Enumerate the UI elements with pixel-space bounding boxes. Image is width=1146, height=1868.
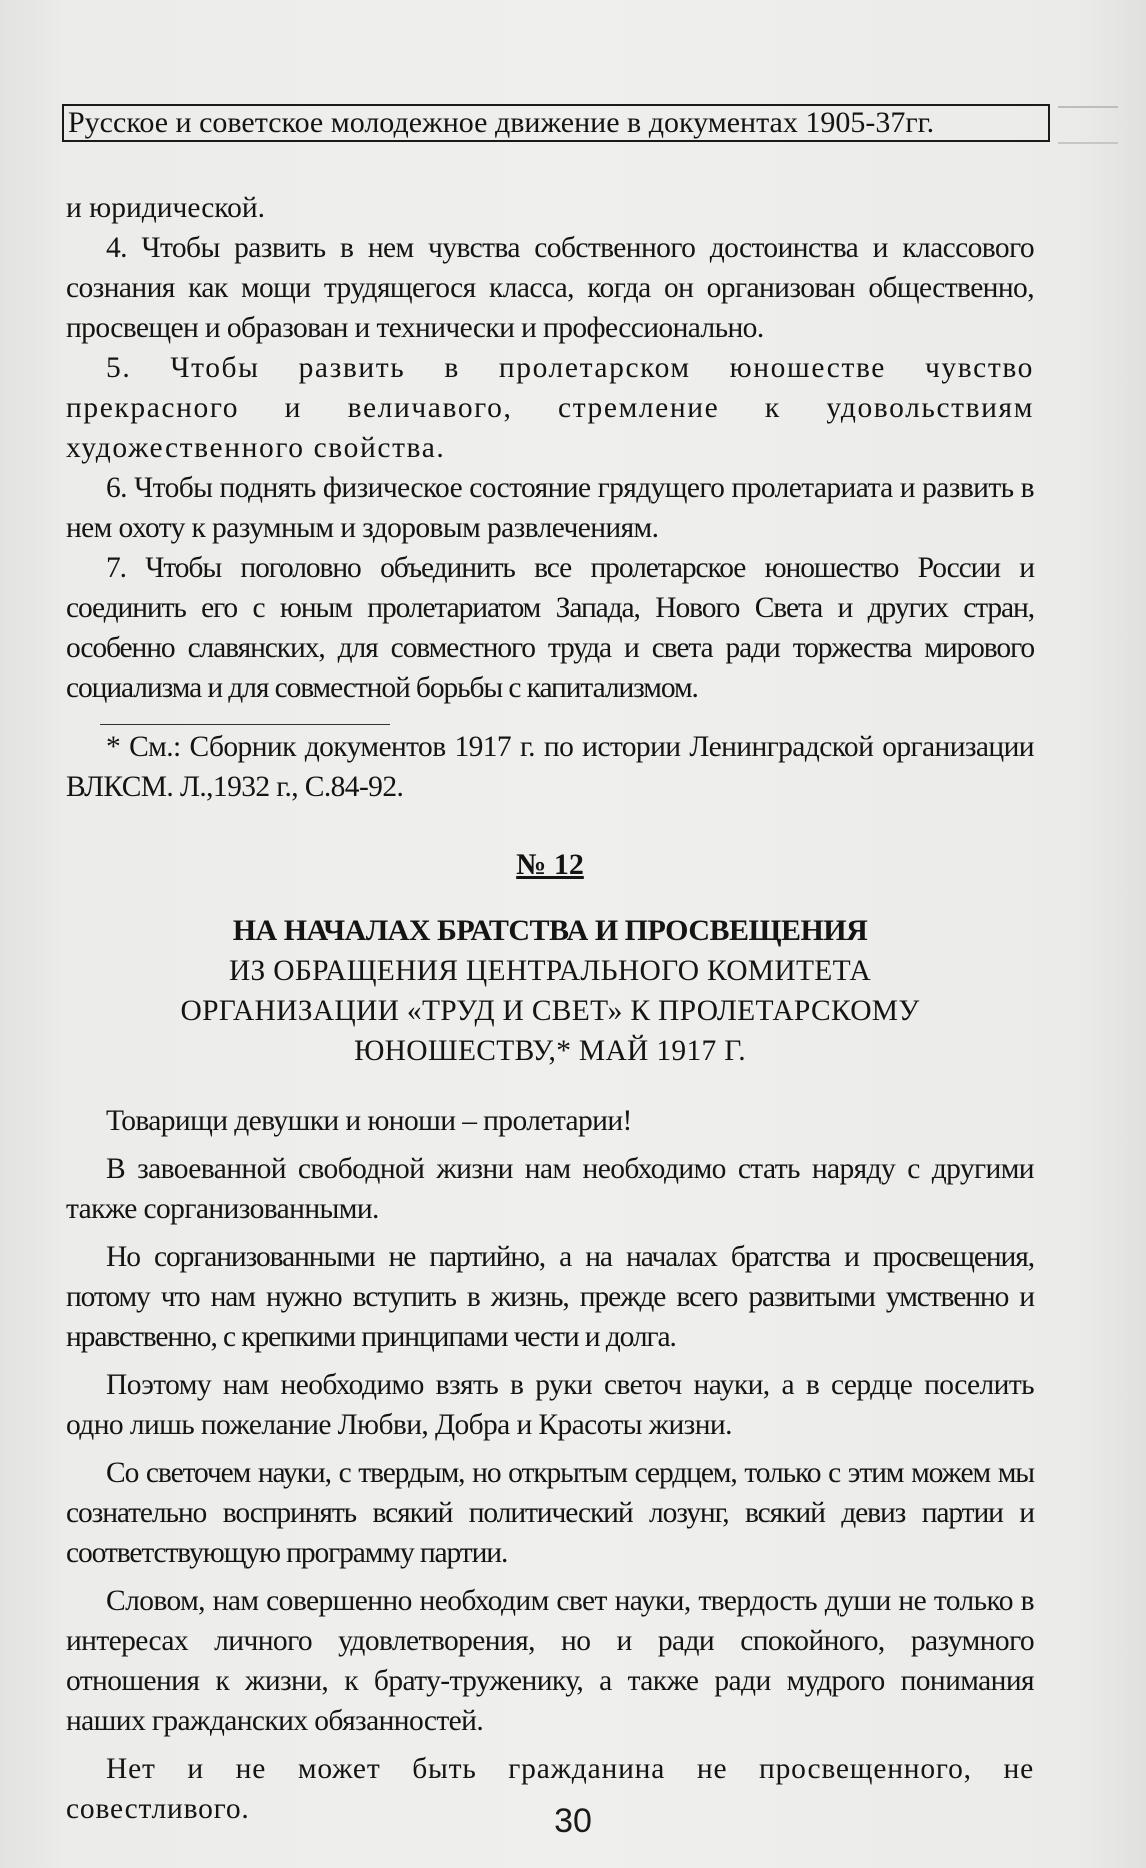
running-header (62, 104, 1050, 142)
document-subtitle-line: ОРГАНИЗАЦИИ «ТРУД И СВЕТ» К ПРОЛЕТАРСКОМУ (180, 995, 920, 1027)
appeal-paragraph: Но сорганизованными не партийно, а на началах братства и просвещения, потому что нам нужно вступить в жизнь, прежде всего развитыми умственно и нравственно, с крепкими принципами чести и долга. (66, 1241, 1034, 1353)
continuation-paragraph: 4. Чтобы развить в нем чувства собственного достоинства и классового сознания как мощи трудящегося класса, когда он организован общественно, просвещен и образован и технически и профессионально. (66, 232, 1034, 344)
continuation-paragraph: 6. Чтобы поднять физическое состояние грядущего пролетариата и развить в нем охоту к разумным и здоровым развлечениям. (66, 472, 1034, 544)
document-subtitle-line: ЮНОШЕСТВУ,* МАЙ 1917 Г. (354, 1035, 746, 1067)
continuation-paragraph: и юридической. (66, 192, 266, 224)
appeal-paragraph: Словом, нам совершенно необходим свет науки, твердость души не только в интересах личного удовлетворения, но и ради спокойного, разумного отношения к жизни, к брату-труженику, а также ради мудрого понимания наших гражданских обязанностей. (66, 1585, 1034, 1737)
running-header-title: Русское и советское молодежное движение в документах 1905-37гг. (68, 106, 935, 139)
appeal-paragraph: Нет и не может быть гражданина не просвещенного, не совестливого. (66, 1753, 1034, 1825)
appeal-paragraph: В завоеванной свободной жизни нам необходимо стать наряду с другими также сорганизованными. (66, 1153, 1034, 1225)
page-number: 30 (554, 1802, 592, 1840)
appeal-paragraph: Со светочем науки, с твердым, но открытым сердцем, только с этим можем мы сознательно воспринять всякий политический лозунг, всякий девиз партии и соответствующую программу партии. (66, 1457, 1034, 1569)
appeal-paragraph: Товарищи девушки и юноши – пролетарии! (106, 1105, 632, 1137)
footnote-separator (100, 724, 390, 725)
continuation-paragraph: 5. Чтобы развить в пролетарском юношестве чувство прекрасного и величавого, стремление к удовольствиям художественного свойства. (66, 352, 1034, 464)
document-heading (66, 911, 1034, 1071)
document-title: НА НАЧАЛАХ БРАТСТВА И ПРОСВЕЩЕНИЯ (232, 914, 868, 947)
document-number: № 12 (516, 848, 584, 881)
document-subtitle-line: ИЗ ОБРАЩЕНИЯ ЦЕНТРАЛЬНОГО КОМИТЕТА (228, 955, 872, 987)
footnote: * См.: Сборник документов 1917 г. по истории Ленинградской организации ВЛКСМ. Л.,1932 г., С.84-92. (66, 731, 1034, 803)
header-rule-decoration (1058, 106, 1118, 144)
continuation-paragraph: 7. Чтобы поголовно объединить все пролетарское юношество России и соединить его с юным пролетариатом Запада, Нового Света и других стран, особенно славянских, для совместного труда и света ради торжества мирового социализма и для совместной борьбы с капитализмом. (66, 552, 1034, 704)
page-body (66, 188, 1034, 1829)
appeal-paragraph: Поэтому нам необходимо взять в руки светоч науки, а в сердце поселить одно лишь пожелание Любви, Добра и Красоты жизни. (66, 1369, 1034, 1441)
